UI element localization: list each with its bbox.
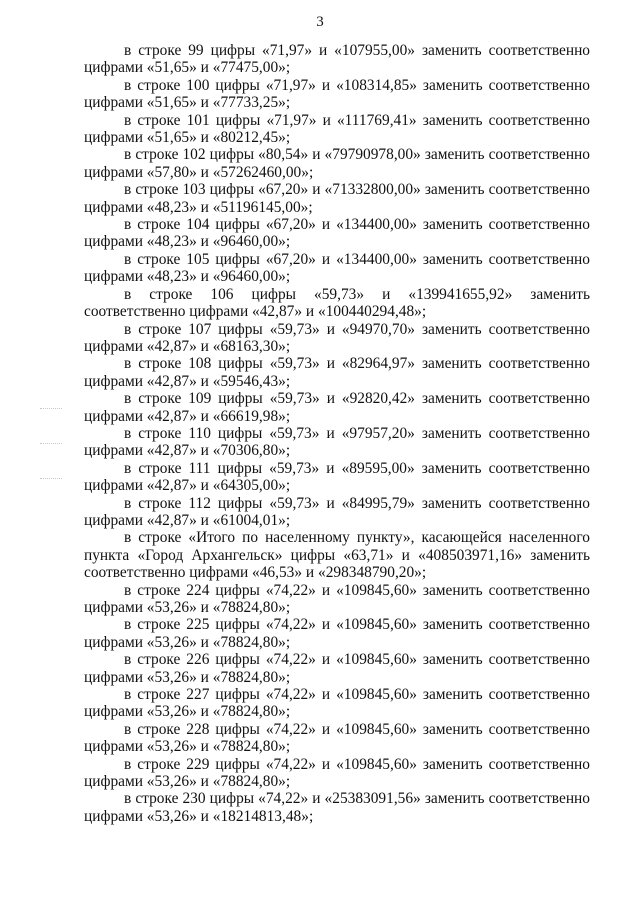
amendment-paragraph: в строке 228 цифры «74,22» и «109845,60» заменить соответственно цифрами «53,26» и «78824,80»; [84,720,590,756]
amendment-paragraph: в строке 104 цифры «67,20» и «134400,00» заменить соответственно цифрами «48,23» и «96460,00»; [84,216,590,251]
amendment-paragraph: в строке 225 цифры «74,22» и «109845,60» заменить соответственно цифрами «53,26» и «78824,80»; [84,616,590,651]
amendment-paragraph: в строке «Итого по населенному пункту», касающейся населенного пункта «Город Архангельск» цифры «63,71» и «408503971,16» заменить соответственно цифрами «46,53» и «298348790,20»; [84,529,590,582]
amendment-paragraph: в строке 110 цифры «59,73» и «97957,20» заменить соответственно цифрами «42,87» и «70306,80»; [84,424,590,460]
page-number: 3 [316,14,324,30]
amendment-paragraph: в строке 101 цифры «71,97» и «111769,41» заменить соответственно цифрами «51,65» и «80212,45»; [84,111,590,147]
amendment-paragraph: в строке 112 цифры «59,73» и «84995,79» заменить соответственно цифрами «42,87» и «61004,01»; [84,494,590,529]
amendment-paragraph: в строке 99 цифры «71,97» и «107955,00» заменить соответственно цифрами «51,65» и «77475,00»; [84,42,590,77]
amendment-paragraph: в строке 229 цифры «74,22» и «109845,60» заменить соответственно цифрами «53,26» и «78824,80»; [84,755,590,791]
amendment-paragraph: в строке 103 цифры «67,20» и «71332800,00» заменить соответственно цифрами «48,23» и «51196145,00»; [84,181,590,216]
amendment-paragraph: в строке 107 цифры «59,73» и «94970,70» заменить соответственно цифрами «42,87» и «68163,30»; [84,320,590,355]
amendment-paragraph: в строке 109 цифры «59,73» и «92820,42» заменить соответственно цифрами «42,87» и «66619,98»; [84,390,590,425]
document-body [84,42,590,825]
scan-mark [40,478,62,485]
amendment-paragraph: в строке 100 цифры «71,97» и «108314,85» заменить соответственно цифрами «51,65» и «77733,25»; [84,76,590,112]
amendment-paragraph: в строке 108 цифры «59,73» и «82964,97» заменить соответственно цифрами «42,87» и «59546,43»; [84,355,590,390]
amendment-paragraph: в строке 111 цифры «59,73» и «89595,00» заменить соответственно цифрами «42,87» и «64305,00»; [84,459,590,495]
amendment-paragraph: в строке 226 цифры «74,22» и «109845,60» заменить соответственно цифрами «53,26» и «78824,80»; [84,651,590,686]
amendment-paragraph: в строке 227 цифры «74,22» и «109845,60» заменить соответственно цифрами «53,26» и «78824,80»; [84,686,590,721]
amendment-paragraph: в строке 230 цифры «74,22» и «25383091,56» заменить соответственно цифрами «53,26» и «18214813,48»; [84,790,590,825]
scan-mark [40,443,62,450]
scan-mark [40,408,62,415]
amendment-paragraph: в строке 105 цифры «67,20» и «134400,00» заменить соответственно цифрами «48,23» и «96460,00»; [84,250,590,286]
amendment-paragraph: в строке 224 цифры «74,22» и «109845,60» заменить соответственно цифрами «53,26» и «78824,80»; [84,581,590,616]
amendment-paragraph: в строке 102 цифры «80,54» и «79790978,00» заменить соответственно цифрами «57,80» и «57262460,00»; [84,146,590,181]
amendment-paragraph: в строке 106 цифры «59,73» и «139941655,92» заменить соответственно цифрами «42,87» и «100440294,48»; [84,285,590,321]
